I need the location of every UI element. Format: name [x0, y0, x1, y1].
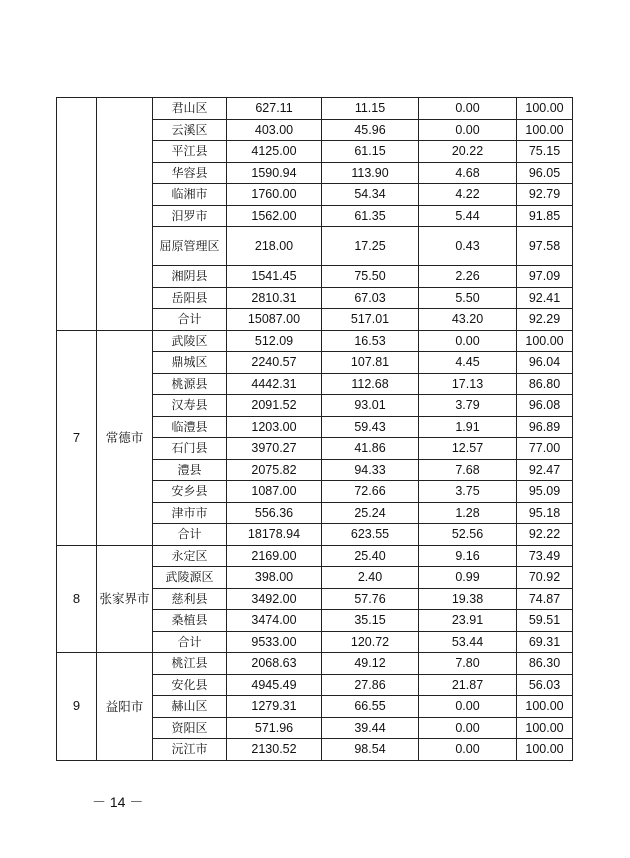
value-cell-1: 1590.94 [227, 162, 322, 184]
value-cell-2: 72.66 [322, 481, 419, 503]
value-cell-4: 59.51 [517, 610, 573, 632]
county-name: 资阳区 [153, 717, 227, 739]
value-cell-4: 69.31 [517, 631, 573, 653]
value-cell-3: 5.44 [419, 205, 517, 227]
value-cell-3: 0.00 [419, 739, 517, 761]
county-name: 华容县 [153, 162, 227, 184]
value-cell-3: 0.00 [419, 330, 517, 352]
group-index [57, 98, 97, 331]
value-cell-4: 95.09 [517, 481, 573, 503]
county-name: 赫山区 [153, 696, 227, 718]
value-cell-4: 86.30 [517, 653, 573, 675]
value-cell-3: 9.16 [419, 545, 517, 567]
value-cell-3: 0.00 [419, 717, 517, 739]
county-name: 慈利县 [153, 588, 227, 610]
value-cell-2: 107.81 [322, 352, 419, 374]
statistics-table [56, 97, 573, 761]
table-row [57, 653, 573, 675]
value-cell-1: 2169.00 [227, 545, 322, 567]
value-cell-3: 1.28 [419, 502, 517, 524]
value-cell-2: 17.25 [322, 227, 419, 266]
value-cell-1: 3474.00 [227, 610, 322, 632]
county-name: 石门县 [153, 438, 227, 460]
value-cell-2: 66.55 [322, 696, 419, 718]
value-cell-3: 17.13 [419, 373, 517, 395]
table-row [57, 98, 573, 120]
value-cell-1: 3970.27 [227, 438, 322, 460]
value-cell-4: 96.89 [517, 416, 573, 438]
value-cell-2: 112.68 [322, 373, 419, 395]
value-cell-4: 73.49 [517, 545, 573, 567]
value-cell-4: 86.80 [517, 373, 573, 395]
value-cell-3: 20.22 [419, 141, 517, 163]
value-cell-4: 77.00 [517, 438, 573, 460]
table-row [57, 545, 573, 567]
city-name: 益阳市 [97, 653, 153, 761]
value-cell-4: 92.41 [517, 287, 573, 309]
county-name: 武陵源区 [153, 567, 227, 589]
value-cell-2: 120.72 [322, 631, 419, 653]
value-cell-3: 3.79 [419, 395, 517, 417]
value-cell-2: 16.53 [322, 330, 419, 352]
group-index: 8 [57, 545, 97, 653]
value-cell-1: 556.36 [227, 502, 322, 524]
value-cell-3: 0.43 [419, 227, 517, 266]
value-cell-3: 21.87 [419, 674, 517, 696]
county-name: 永定区 [153, 545, 227, 567]
value-cell-1: 398.00 [227, 567, 322, 589]
county-name: 安乡县 [153, 481, 227, 503]
value-cell-4: 100.00 [517, 330, 573, 352]
value-cell-3: 52.56 [419, 524, 517, 546]
value-cell-4: 100.00 [517, 119, 573, 141]
value-cell-2: 61.35 [322, 205, 419, 227]
value-cell-4: 95.18 [517, 502, 573, 524]
value-cell-2: 54.34 [322, 184, 419, 206]
value-cell-2: 113.90 [322, 162, 419, 184]
value-cell-2: 94.33 [322, 459, 419, 481]
value-cell-2: 67.03 [322, 287, 419, 309]
value-cell-2: 39.44 [322, 717, 419, 739]
value-cell-4: 96.04 [517, 352, 573, 374]
county-name: 临澧县 [153, 416, 227, 438]
county-name: 云溪区 [153, 119, 227, 141]
value-cell-1: 2810.31 [227, 287, 322, 309]
value-cell-4: 100.00 [517, 739, 573, 761]
value-cell-2: 25.40 [322, 545, 419, 567]
value-cell-4: 74.87 [517, 588, 573, 610]
page-number: － 14 － [92, 794, 144, 810]
county-name: 桑植县 [153, 610, 227, 632]
value-cell-2: 25.24 [322, 502, 419, 524]
value-cell-4: 92.47 [517, 459, 573, 481]
value-cell-1: 2130.52 [227, 739, 322, 761]
value-cell-4: 100.00 [517, 696, 573, 718]
value-cell-1: 2240.57 [227, 352, 322, 374]
value-cell-1: 1279.31 [227, 696, 322, 718]
value-cell-1: 218.00 [227, 227, 322, 266]
value-cell-3: 0.99 [419, 567, 517, 589]
value-cell-3: 4.45 [419, 352, 517, 374]
value-cell-1: 3492.00 [227, 588, 322, 610]
value-cell-3: 3.75 [419, 481, 517, 503]
value-cell-1: 1087.00 [227, 481, 322, 503]
value-cell-3: 23.91 [419, 610, 517, 632]
value-cell-3: 0.00 [419, 696, 517, 718]
county-name: 岳阳县 [153, 287, 227, 309]
value-cell-1: 1562.00 [227, 205, 322, 227]
county-name: 沅江市 [153, 739, 227, 761]
value-cell-2: 75.50 [322, 266, 419, 288]
value-cell-4: 56.03 [517, 674, 573, 696]
value-cell-1: 627.11 [227, 98, 322, 120]
value-cell-3: 7.80 [419, 653, 517, 675]
value-cell-4: 96.05 [517, 162, 573, 184]
value-cell-1: 2091.52 [227, 395, 322, 417]
group-index: 7 [57, 330, 97, 545]
value-cell-1: 512.09 [227, 330, 322, 352]
county-name: 合计 [153, 309, 227, 331]
value-cell-3: 4.68 [419, 162, 517, 184]
value-cell-1: 15087.00 [227, 309, 322, 331]
value-cell-2: 2.40 [322, 567, 419, 589]
value-cell-3: 2.26 [419, 266, 517, 288]
county-name: 津市市 [153, 502, 227, 524]
value-cell-2: 49.12 [322, 653, 419, 675]
county-name: 桃源县 [153, 373, 227, 395]
value-cell-3: 43.20 [419, 309, 517, 331]
county-name: 汨罗市 [153, 205, 227, 227]
city-name [97, 98, 153, 331]
value-cell-2: 57.76 [322, 588, 419, 610]
value-cell-3: 12.57 [419, 438, 517, 460]
county-name: 汉寿县 [153, 395, 227, 417]
value-cell-2: 59.43 [322, 416, 419, 438]
value-cell-1: 1760.00 [227, 184, 322, 206]
value-cell-2: 61.15 [322, 141, 419, 163]
value-cell-1: 4125.00 [227, 141, 322, 163]
value-cell-4: 100.00 [517, 98, 573, 120]
value-cell-3: 0.00 [419, 119, 517, 141]
value-cell-4: 100.00 [517, 717, 573, 739]
county-name: 鼎城区 [153, 352, 227, 374]
value-cell-1: 9533.00 [227, 631, 322, 653]
county-name: 屈原管理区 [153, 227, 227, 266]
value-cell-1: 403.00 [227, 119, 322, 141]
value-cell-2: 98.54 [322, 739, 419, 761]
value-cell-2: 623.55 [322, 524, 419, 546]
group-index: 9 [57, 653, 97, 761]
value-cell-3: 53.44 [419, 631, 517, 653]
value-cell-4: 92.79 [517, 184, 573, 206]
table-body [57, 98, 573, 761]
value-cell-2: 93.01 [322, 395, 419, 417]
value-cell-1: 4945.49 [227, 674, 322, 696]
county-name: 君山区 [153, 98, 227, 120]
county-name: 澧县 [153, 459, 227, 481]
value-cell-2: 41.86 [322, 438, 419, 460]
value-cell-1: 1541.45 [227, 266, 322, 288]
value-cell-2: 517.01 [322, 309, 419, 331]
value-cell-4: 97.58 [517, 227, 573, 266]
value-cell-2: 35.15 [322, 610, 419, 632]
value-cell-4: 75.15 [517, 141, 573, 163]
value-cell-4: 97.09 [517, 266, 573, 288]
value-cell-4: 92.29 [517, 309, 573, 331]
value-cell-1: 2075.82 [227, 459, 322, 481]
county-name: 武陵区 [153, 330, 227, 352]
county-name: 平江县 [153, 141, 227, 163]
value-cell-1: 18178.94 [227, 524, 322, 546]
city-name: 常德市 [97, 330, 153, 545]
value-cell-1: 571.96 [227, 717, 322, 739]
value-cell-3: 0.00 [419, 98, 517, 120]
county-name: 合计 [153, 631, 227, 653]
value-cell-4: 96.08 [517, 395, 573, 417]
value-cell-3: 5.50 [419, 287, 517, 309]
county-name: 合计 [153, 524, 227, 546]
value-cell-2: 11.15 [322, 98, 419, 120]
value-cell-1: 1203.00 [227, 416, 322, 438]
value-cell-4: 91.85 [517, 205, 573, 227]
value-cell-1: 4442.31 [227, 373, 322, 395]
value-cell-3: 4.22 [419, 184, 517, 206]
value-cell-4: 70.92 [517, 567, 573, 589]
value-cell-3: 1.91 [419, 416, 517, 438]
county-name: 桃江县 [153, 653, 227, 675]
value-cell-2: 45.96 [322, 119, 419, 141]
value-cell-4: 92.22 [517, 524, 573, 546]
value-cell-3: 19.38 [419, 588, 517, 610]
county-name: 安化县 [153, 674, 227, 696]
value-cell-3: 7.68 [419, 459, 517, 481]
city-name: 张家界市 [97, 545, 153, 653]
table-row [57, 330, 573, 352]
value-cell-2: 27.86 [322, 674, 419, 696]
county-name: 湘阴县 [153, 266, 227, 288]
value-cell-1: 2068.63 [227, 653, 322, 675]
county-name: 临湘市 [153, 184, 227, 206]
